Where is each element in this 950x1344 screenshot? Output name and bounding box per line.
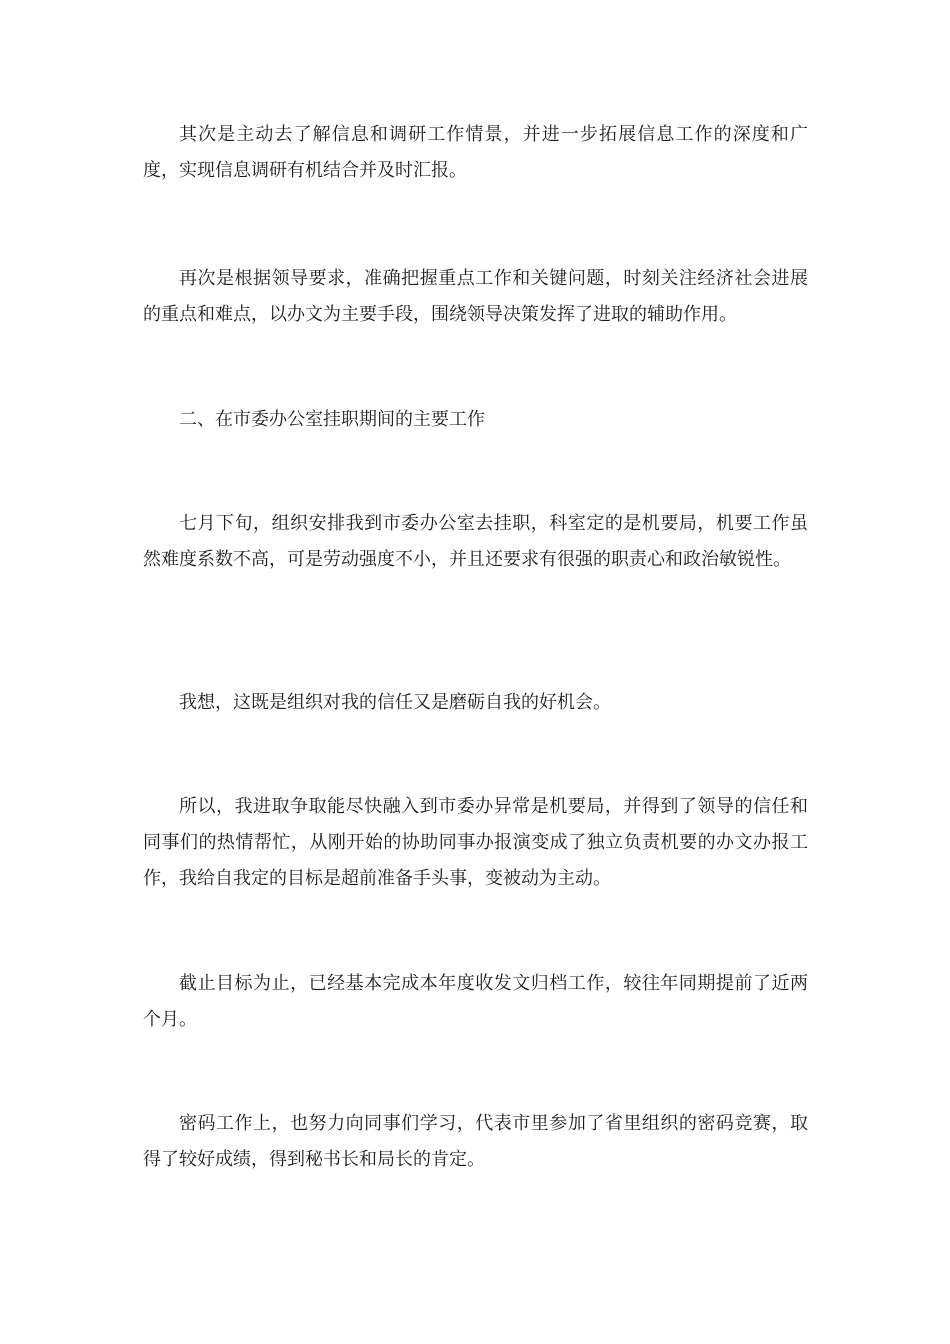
paragraph-assignment: 七月下旬，组织安排我到市委办公室去挂职，科室定的是机要局，机要工作虽然难度系数不高，可是劳动强度不小，并且还要求有很强的职责心和政治敏锐性。: [143, 513, 808, 570]
paragraph-cipher-work: 密码工作上，也努力向同事们学习，代表市里参加了省里组织的密码竞赛，取得了较好成绩，得到秘书长和局长的肯定。: [143, 1113, 808, 1170]
paragraph-archiving: 截止目标为止，已经基本完成本年度收发文归档工作，较往年同期提前了近两个月。: [143, 973, 808, 1030]
paragraph-integration: 所以，我进取争取能尽快融入到市委办异常是机要局，并得到了领导的信任和同事们的热情帮忙，从刚开始的协助同事办报演变成了独立负责机要的办文办报工作，我给自我定的目标是超前准备手头事，变被动为主动。: [143, 796, 808, 889]
section-heading-main-work: 二、在市委办公室挂职期间的主要工作: [179, 409, 485, 430]
paragraph-leadership-support: 再次是根据领导要求，准确把握重点工作和关键问题，时刻关注经济社会进展的重点和难点，以办文为主要手段，围绕领导决策发挥了进取的辅助作用。: [143, 268, 808, 325]
paragraph-info-research: 其次是主动去了解信息和调研工作情景，并进一步拓展信息工作的深度和广度，实现信息调研有机结合并及时汇报。: [143, 124, 808, 181]
paragraph-opportunity: 我想，这既是组织对我的信任又是磨砺自我的好机会。: [179, 692, 611, 713]
